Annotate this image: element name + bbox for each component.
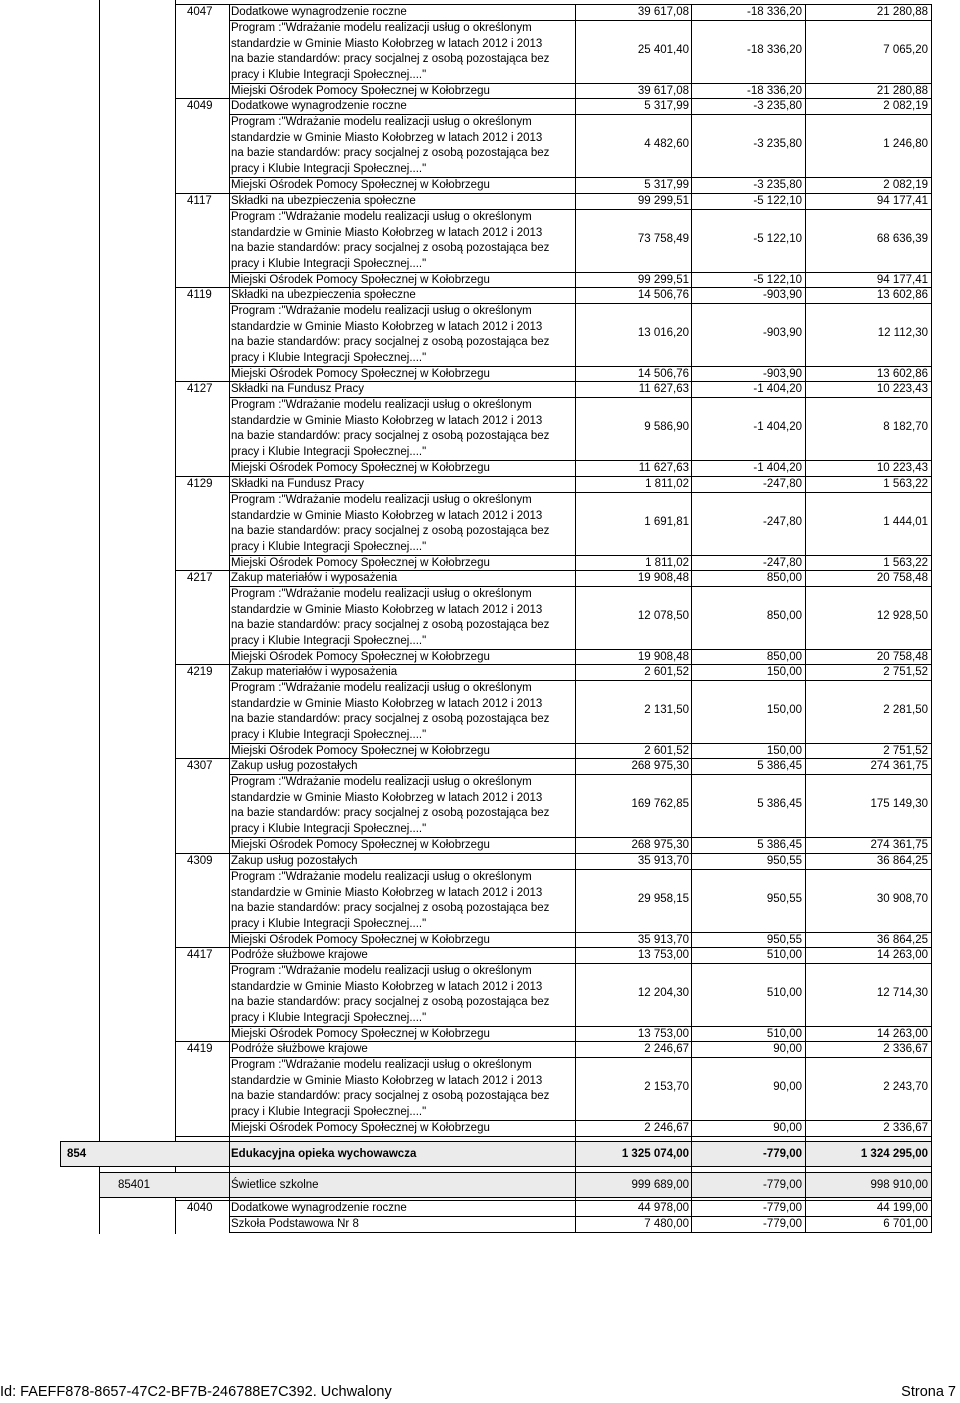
- program-description: [231, 493, 549, 555]
- block-total-plan: 268 975,30: [631, 760, 689, 772]
- mops-label: Miejski Ośrodek Pomocy Społecznej w Kołobrzegu: [231, 1122, 490, 1134]
- subsection-after: 998 910,00: [870, 1179, 928, 1191]
- block-mops-change: 510,00: [766, 1028, 802, 1040]
- mops-label: Miejski Ośrodek Pomocy Społecznej w Kołobrzegu: [231, 85, 490, 97]
- block-mops-plan: 2 601,52: [644, 745, 689, 757]
- program-line: Program :"Wdrażanie modelu realizacji usług o określonym: [231, 22, 532, 34]
- table-rule: [175, 1166, 176, 1173]
- mops-label: Miejski Ośrodek Pomocy Społecznej w Kołobrzegu: [231, 1028, 490, 1040]
- program-line: na bazie standardów: pracy socjalnej z osobą pozostająca bez: [231, 242, 550, 255]
- program-line: standardzie w Gminie Miasto Kołobrzeg w latach 2012 i 2013: [231, 320, 543, 333]
- program-line: standardzie w Gminie Miasto Kołobrzeg w latach 2012 i 2013: [231, 131, 543, 144]
- block-program-change: -18 336,20: [747, 44, 802, 56]
- block-program-change: 5 386,45: [757, 798, 802, 810]
- block-program-plan: 25 401,40: [637, 44, 689, 56]
- school-plan: 7 480,00: [644, 1218, 689, 1230]
- block-mops-change: -5 122,10: [753, 274, 802, 286]
- block-program-after: 12 928,50: [876, 610, 928, 622]
- program-line: Program :"Wdrażanie modelu realizacji usług o określonym: [231, 682, 532, 694]
- block-mops-after: 14 263,00: [876, 1028, 928, 1040]
- block-program-plan: 169 762,85: [631, 798, 689, 810]
- block-mops-plan: 99 299,51: [637, 274, 689, 286]
- school-after: 6 701,00: [883, 1218, 928, 1230]
- block-mops-after: 2 336,67: [883, 1122, 928, 1134]
- paragraph-name: Dodatkowe wynagrodzenie roczne: [231, 6, 407, 18]
- program-line: pracy i Klubie Integracji Społecznej....": [231, 634, 427, 647]
- mops-label: Miejski Ośrodek Pomocy Społecznej w Kołobrzegu: [231, 557, 490, 569]
- paragraph-code: 4127: [187, 383, 213, 395]
- block-total-change: 950,55: [766, 855, 802, 867]
- block-program-plan: 9 586,90: [644, 421, 689, 433]
- program-line: Program :"Wdrażanie modelu realizacji usług o określonym: [231, 399, 532, 411]
- block-mops-plan: 11 627,63: [638, 462, 689, 474]
- block-program-after: 1 246,80: [883, 138, 928, 150]
- block-mops-after: 10 223,43: [876, 462, 928, 474]
- program-line: Program :"Wdrażanie modelu realizacji usług o określonym: [231, 116, 532, 128]
- table-rule: [175, 4, 932, 5]
- block-program-change: 90,00: [773, 1081, 802, 1093]
- program-line: pracy i Klubie Integracji Społecznej....": [231, 822, 427, 835]
- block-program-change: -5 122,10: [753, 233, 802, 245]
- block-mops-after: 274 361,75: [870, 839, 928, 851]
- footer-page-number: Strona 7: [901, 1384, 956, 1400]
- block-total-after: 13 602,86: [876, 289, 928, 301]
- program-description: [231, 304, 549, 366]
- program-line: na bazie standardów: pracy socjalnej z osobą pozostająca bez: [231, 147, 550, 160]
- program-line: na bazie standardów: pracy socjalnej z osobą pozostająca bez: [231, 902, 550, 915]
- table-rule: [175, 287, 932, 288]
- program-line: standardzie w Gminie Miasto Kołobrzeg w latach 2012 i 2013: [231, 980, 543, 993]
- block-mops-after: 21 280,88: [876, 85, 928, 97]
- program-line: Program :"Wdrażanie modelu realizacji usług o określonym: [231, 588, 532, 600]
- block-mops-after: 20 758,48: [876, 651, 928, 663]
- table-rule: [175, 1200, 932, 1201]
- program-line: pracy i Klubie Integracji Społecznej....": [231, 351, 427, 364]
- program-description: [231, 398, 549, 460]
- paragraph-name: Zakup usług pozostałych: [231, 855, 358, 867]
- block-total-change: -903,90: [762, 289, 802, 301]
- block-mops-change: -247,80: [762, 557, 802, 569]
- block-program-plan: 12 204,30: [637, 987, 689, 999]
- program-line: pracy i Klubie Integracji Społecznej....": [231, 68, 427, 81]
- table-rule: [229, 4, 230, 1233]
- program-line: standardzie w Gminie Miasto Kołobrzeg w latach 2012 i 2013: [231, 509, 543, 522]
- block-total-after: 14 263,00: [876, 949, 928, 961]
- program-line: Program :"Wdrażanie modelu realizacji usług o określonym: [231, 494, 532, 506]
- paragraph-name: Składki na ubezpieczenia społeczne: [231, 289, 416, 301]
- block-total-plan: 11 627,63: [638, 383, 689, 395]
- table-rule: [60, 1141, 61, 1167]
- item-4040-plan: 44 978,00: [637, 1202, 689, 1214]
- block-program-plan: 73 758,49: [637, 233, 689, 245]
- block-total-change: 150,00: [766, 666, 802, 678]
- block-mops-change: 850,00: [766, 651, 802, 663]
- block-program-after: 1 444,01: [883, 516, 928, 528]
- block-total-change: 90,00: [773, 1043, 802, 1055]
- paragraph-code: 4307: [187, 760, 213, 772]
- program-line: pracy i Klubie Integracji Społecznej....": [231, 1011, 427, 1024]
- mops-label: Miejski Ośrodek Pomocy Społecznej w Kołobrzegu: [231, 274, 490, 286]
- paragraph-name: Zakup materiałów i wyposażenia: [231, 572, 398, 584]
- block-mops-plan: 14 506,76: [637, 368, 689, 380]
- block-program-after: 7 065,20: [883, 44, 928, 56]
- program-line: na bazie standardów: pracy socjalnej z osobą pozostająca bez: [231, 996, 550, 1009]
- block-program-plan: 2 153,70: [644, 1081, 689, 1093]
- table-rule: [175, 947, 932, 948]
- section-after: 1 324 295,00: [860, 1148, 928, 1160]
- block-program-after: 2 281,50: [883, 704, 928, 716]
- block-total-plan: 35 913,70: [637, 855, 689, 867]
- program-line: Program :"Wdrażanie modelu realizacji usług o określonym: [231, 871, 532, 883]
- block-program-change: 150,00: [766, 704, 802, 716]
- block-total-after: 2 082,19: [883, 100, 928, 112]
- block-program-after: 12 714,30: [876, 987, 928, 999]
- paragraph-code: 4119: [187, 289, 212, 301]
- block-total-after: 1 563,22: [883, 478, 928, 490]
- block-program-plan: 2 131,50: [644, 704, 689, 716]
- table-rule: [575, 4, 576, 1233]
- subsection-background: [99, 1172, 931, 1197]
- program-line: na bazie standardów: pracy socjalnej z osobą pozostająca bez: [231, 619, 550, 632]
- item-4040-change: -779,00: [762, 1202, 802, 1214]
- table-rule: [175, 381, 932, 382]
- program-line: Program :"Wdrażanie modelu realizacji usług o określonym: [231, 211, 532, 223]
- program-line: Program :"Wdrażanie modelu realizacji usług o określonym: [231, 776, 532, 788]
- block-mops-plan: 35 913,70: [637, 934, 689, 946]
- block-program-change: 850,00: [766, 610, 802, 622]
- block-total-change: -3 235,80: [753, 100, 802, 112]
- program-line: na bazie standardów: pracy socjalnej z osobą pozostająca bez: [231, 430, 550, 443]
- block-total-plan: 2 246,67: [644, 1043, 689, 1055]
- block-program-plan: 4 482,60: [644, 138, 689, 150]
- block-mops-change: 150,00: [766, 745, 802, 757]
- paragraph-code: 4309: [187, 855, 213, 867]
- block-program-change: -247,80: [762, 516, 802, 528]
- block-mops-plan: 268 975,30: [631, 839, 689, 851]
- program-line: pracy i Klubie Integracji Społecznej....": [231, 162, 427, 175]
- program-line: standardzie w Gminie Miasto Kołobrzeg w latach 2012 i 2013: [231, 886, 543, 899]
- school-change: -779,00: [762, 1218, 802, 1230]
- program-line: standardzie w Gminie Miasto Kołobrzeg w latach 2012 i 2013: [231, 226, 543, 239]
- block-program-plan: 1 691,81: [644, 516, 689, 528]
- paragraph-code: 4049: [187, 100, 213, 112]
- mops-label: Miejski Ośrodek Pomocy Społecznej w Kołobrzegu: [231, 462, 490, 474]
- program-line: Program :"Wdrażanie modelu realizacji usług o określonym: [231, 1059, 532, 1071]
- paragraph-code: 4219: [187, 666, 213, 678]
- block-program-change: -3 235,80: [753, 138, 802, 150]
- program-line: Program :"Wdrażanie modelu realizacji usług o określonym: [231, 305, 532, 317]
- mops-label: Miejski Ośrodek Pomocy Społecznej w Kołobrzegu: [231, 745, 490, 757]
- block-mops-change: -18 336,20: [747, 85, 802, 97]
- block-mops-plan: 1 811,02: [645, 557, 689, 569]
- block-mops-plan: 2 246,67: [644, 1122, 689, 1134]
- program-description: [231, 1058, 549, 1120]
- table-rule: [99, 1172, 932, 1173]
- table-rule: [691, 4, 692, 1233]
- paragraph-name: Dodatkowe wynagrodzenie roczne: [231, 100, 407, 112]
- program-description: [231, 681, 549, 743]
- block-program-change: -1 404,20: [753, 421, 802, 433]
- block-mops-plan: 13 753,00: [637, 1028, 689, 1040]
- mops-label: Miejski Ośrodek Pomocy Społecznej w Kołobrzegu: [231, 368, 490, 380]
- program-line: standardzie w Gminie Miasto Kołobrzeg w latach 2012 i 2013: [231, 697, 543, 710]
- table-rule: [99, 0, 100, 1142]
- program-line: pracy i Klubie Integracji Społecznej....": [231, 1105, 427, 1118]
- block-total-plan: 19 908,48: [637, 572, 689, 584]
- program-description: [231, 115, 549, 177]
- program-description: [231, 21, 549, 83]
- footer-document-id: Id: FAEFF878-8657-47C2-BF7B-246788E7C392. Uchwalony: [0, 1384, 392, 1400]
- block-total-after: 21 280,88: [876, 6, 928, 18]
- block-total-plan: 99 299,51: [637, 195, 689, 207]
- block-total-after: 2 336,67: [883, 1043, 928, 1055]
- paragraph-code: 4040: [187, 1202, 213, 1214]
- mops-label: Miejski Ośrodek Pomocy Społecznej w Kołobrzegu: [231, 179, 490, 191]
- program-description: [231, 775, 549, 837]
- paragraph-name: Składki na Fundusz Pracy: [231, 383, 364, 395]
- program-line: na bazie standardów: pracy socjalnej z osobą pozostająca bez: [231, 713, 550, 726]
- program-line: standardzie w Gminie Miasto Kołobrzeg w latach 2012 i 2013: [231, 37, 543, 50]
- table-rule: [229, 1232, 932, 1233]
- program-line: pracy i Klubie Integracji Społecznej....": [231, 728, 427, 741]
- program-line: na bazie standardów: pracy socjalnej z osobą pozostająca bez: [231, 336, 550, 349]
- program-line: na bazie standardów: pracy socjalnej z osobą pozostająca bez: [231, 53, 550, 66]
- table-rule: [805, 4, 806, 1233]
- block-total-change: -247,80: [762, 478, 802, 490]
- block-mops-after: 1 563,22: [883, 557, 928, 569]
- subsection-plan: 999 689,00: [631, 1179, 689, 1191]
- school-name: Szkoła Podstawowa Nr 8: [231, 1218, 359, 1230]
- block-total-after: 10 223,43: [876, 383, 928, 395]
- mops-label: Miejski Ośrodek Pomocy Społecznej w Kołobrzegu: [231, 839, 490, 851]
- table-rule: [175, 476, 932, 477]
- block-program-after: 8 182,70: [883, 421, 928, 433]
- mops-label: Miejski Ośrodek Pomocy Społecznej w Kołobrzegu: [231, 934, 490, 946]
- block-total-after: 274 361,75: [870, 760, 928, 772]
- block-total-change: 850,00: [766, 572, 802, 584]
- block-mops-plan: 19 908,48: [637, 651, 689, 663]
- program-line: pracy i Klubie Integracji Społecznej....": [231, 540, 427, 553]
- block-total-after: 20 758,48: [876, 572, 928, 584]
- subsection-code: 85401: [118, 1179, 150, 1191]
- block-total-change: 510,00: [766, 949, 802, 961]
- program-line: standardzie w Gminie Miasto Kołobrzeg w latach 2012 i 2013: [231, 1074, 543, 1087]
- block-mops-after: 2 082,19: [883, 179, 928, 191]
- section-code: 854: [67, 1148, 87, 1160]
- paragraph-name: Zakup materiałów i wyposażenia: [231, 666, 398, 678]
- paragraph-name: Składki na ubezpieczenia społeczne: [231, 195, 416, 207]
- program-description: [231, 587, 549, 649]
- block-total-change: -18 336,20: [747, 6, 802, 18]
- paragraph-name: Składki na Fundusz Pracy: [231, 478, 364, 490]
- item-4040-after: 44 199,00: [876, 1202, 928, 1214]
- block-program-plan: 13 016,20: [637, 327, 689, 339]
- block-mops-after: 36 864,25: [876, 934, 928, 946]
- program-line: standardzie w Gminie Miasto Kołobrzeg w latach 2012 i 2013: [231, 603, 543, 616]
- program-line: Program :"Wdrażanie modelu realizacji usług o określonym: [231, 965, 532, 977]
- table-rule: [175, 0, 176, 1142]
- program-line: pracy i Klubie Integracji Społecznej....": [231, 917, 427, 930]
- program-line: standardzie w Gminie Miasto Kołobrzeg w latach 2012 i 2013: [231, 791, 543, 804]
- block-program-plan: 12 078,50: [637, 610, 689, 622]
- mops-label: Miejski Ośrodek Pomocy Społecznej w Kołobrzegu: [231, 651, 490, 663]
- block-program-change: 950,55: [766, 893, 802, 905]
- program-line: na bazie standardów: pracy socjalnej z osobą pozostająca bez: [231, 525, 550, 538]
- block-total-plan: 14 506,76: [637, 289, 689, 301]
- table-rule: [99, 1172, 100, 1198]
- block-total-change: -5 122,10: [753, 195, 802, 207]
- subsection-name: Świetlice szkolne: [231, 1179, 319, 1191]
- block-program-plan: 29 958,15: [637, 893, 689, 905]
- table-rule: [60, 1141, 932, 1142]
- block-mops-change: 950,55: [766, 934, 802, 946]
- program-description: [231, 964, 549, 1026]
- paragraph-name: Podróże służbowe krajowe: [231, 949, 368, 961]
- block-total-after: 36 864,25: [876, 855, 928, 867]
- block-program-change: 510,00: [766, 987, 802, 999]
- block-mops-change: 5 386,45: [757, 839, 802, 851]
- block-mops-after: 2 751,52: [883, 745, 928, 757]
- program-line: pracy i Klubie Integracji Społecznej....": [231, 257, 427, 270]
- table-rule: [175, 664, 932, 665]
- paragraph-code: 4129: [187, 478, 213, 490]
- paragraph-code: 4417: [187, 949, 213, 961]
- table-rule: [175, 758, 932, 759]
- block-total-plan: 5 317,99: [644, 100, 689, 112]
- table-rule: [931, 4, 932, 1233]
- program-line: na bazie standardów: pracy socjalnej z osobą pozostająca bez: [231, 807, 550, 820]
- program-line: standardzie w Gminie Miasto Kołobrzeg w latach 2012 i 2013: [231, 414, 543, 427]
- paragraph-name: Zakup usług pozostałych: [231, 760, 358, 772]
- block-mops-after: 13 602,86: [876, 368, 928, 380]
- program-line: pracy i Klubie Integracji Społecznej....": [231, 445, 427, 458]
- table-rule: [175, 853, 932, 854]
- block-total-plan: 13 753,00: [637, 949, 689, 961]
- table-rule: [175, 1197, 176, 1234]
- block-mops-change: -903,90: [762, 368, 802, 380]
- table-rule: [175, 570, 932, 571]
- block-total-plan: 39 617,08: [637, 6, 689, 18]
- program-description: [231, 210, 549, 272]
- block-mops-change: -1 404,20: [753, 462, 802, 474]
- paragraph-name: Dodatkowe wynagrodzenie roczne: [231, 1202, 407, 1214]
- block-mops-plan: 39 617,08: [637, 85, 689, 97]
- block-program-after: 12 112,30: [877, 327, 928, 339]
- block-total-change: 5 386,45: [757, 760, 802, 772]
- table-rule: [60, 1166, 932, 1167]
- paragraph-code: 4047: [187, 6, 213, 18]
- block-mops-change: 90,00: [773, 1122, 802, 1134]
- block-total-plan: 2 601,52: [644, 666, 689, 678]
- table-rule: [229, 1216, 932, 1217]
- section-change: -779,00: [762, 1148, 802, 1160]
- table-rule: [175, 1136, 932, 1137]
- program-description: [231, 870, 549, 932]
- block-mops-plan: 5 317,99: [644, 179, 689, 191]
- block-program-after: 175 149,30: [870, 798, 928, 810]
- section-plan: 1 325 074,00: [621, 1148, 689, 1160]
- paragraph-code: 4217: [187, 572, 213, 584]
- block-total-plan: 1 811,02: [645, 478, 689, 490]
- paragraph-code: 4117: [187, 195, 212, 207]
- table-rule: [99, 1197, 932, 1198]
- paragraph-code: 4419: [187, 1043, 213, 1055]
- block-mops-change: -3 235,80: [753, 179, 802, 191]
- table-rule: [175, 1041, 932, 1042]
- block-program-change: -903,90: [762, 327, 802, 339]
- program-line: na bazie standardów: pracy socjalnej z osobą pozostająca bez: [231, 1090, 550, 1103]
- table-rule: [175, 98, 932, 99]
- block-program-after: 68 636,39: [876, 233, 928, 245]
- block-program-after: 2 243,70: [883, 1081, 928, 1093]
- block-total-change: -1 404,20: [753, 383, 802, 395]
- paragraph-name: Podróże służbowe krajowe: [231, 1043, 368, 1055]
- table-rule: [175, 193, 932, 194]
- block-total-after: 94 177,41: [876, 195, 928, 207]
- block-mops-after: 94 177,41: [876, 274, 928, 286]
- section-name: Edukacyjna opieka wychowawcza: [231, 1148, 417, 1160]
- subsection-change: -779,00: [762, 1179, 802, 1191]
- block-total-after: 2 751,52: [883, 666, 928, 678]
- block-program-after: 30 908,70: [876, 893, 928, 905]
